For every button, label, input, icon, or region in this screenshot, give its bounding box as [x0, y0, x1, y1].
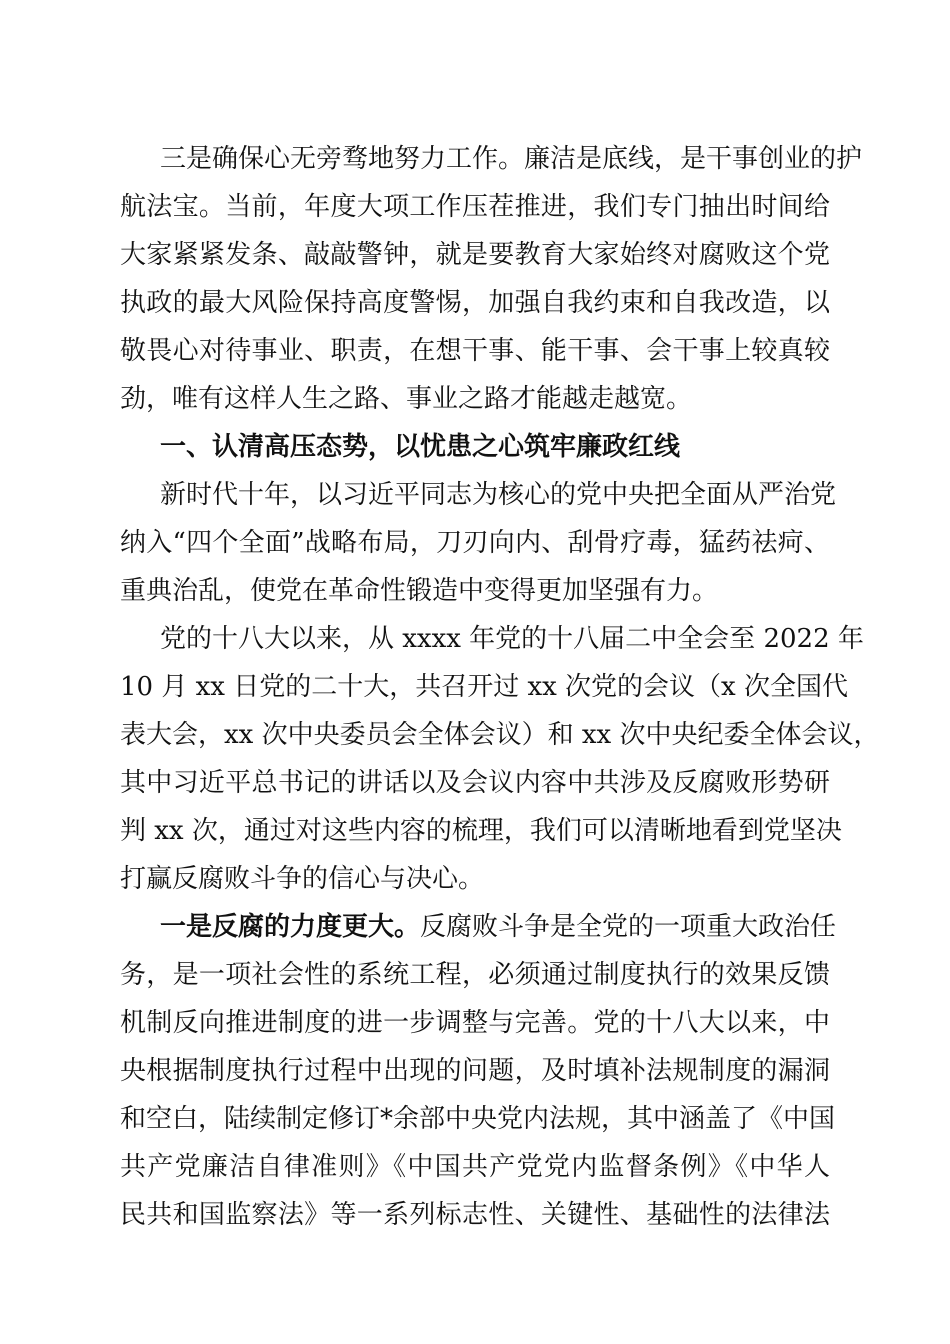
- paragraph-line: 党的十八大以来，从 xxxx 年党的十八届二中全会至 2022 年: [160, 624, 864, 654]
- paragraph-line: 三是确保心无旁骛地努力工作。廉洁是底线，是干事创业的护: [160, 144, 863, 174]
- paragraph-text: 反腐败斗争是全党的一项重大政治任: [420, 912, 837, 942]
- paragraph-line: 判 xx 次，通过对这些内容的梳理，我们可以清晰地看到党坚决: [120, 816, 842, 846]
- paragraph-line: 10 月 xx 日党的二十大，共召开过 xx 次党的会议（x 次全国代: [120, 672, 848, 702]
- paragraph-line: 民共和国监察法》等一系列标志性、关键性、基础性的法律法: [120, 1200, 830, 1230]
- paragraph-line: 务，是一项社会性的系统工程，必须通过制度执行的效果反馈: [120, 960, 830, 990]
- paragraph-line: 执政的最大风险保持高度警惕，加强自我约束和自我改造，以: [120, 288, 830, 318]
- section-heading: 一、认清高压态势，以忧患之心筑牢廉政红线: [160, 432, 681, 462]
- paragraph-line: 表大会，xx 次中央委员会全体会议）和 xx 次中央纪委全体会议，: [120, 720, 880, 750]
- paragraph-line: [160, 910, 837, 944]
- paragraph-line: 新时代十年，以习近平同志为核心的党中央把全面从严治党: [160, 480, 837, 510]
- paragraph-lead: 一是反腐的力度更大。: [160, 912, 421, 942]
- paragraph-line: 打赢反腐败斗争的信心与决心。: [120, 864, 485, 894]
- paragraph-line: 共产党廉洁自律准则》《中国共产党党内监督条例》《中华人: [120, 1152, 830, 1182]
- paragraph-line: 央根据制度执行过程中出现的问题，及时填补法规制度的漏洞: [120, 1056, 830, 1086]
- paragraph-line: 大家紧紧发条、敲敲警钟，就是要教育大家始终对腐败这个党: [120, 240, 830, 270]
- paragraph-line: 机制反向推进制度的进一步调整与完善。党的十八大以来，中: [120, 1008, 830, 1038]
- paragraph-line: 劲，唯有这样人生之路、事业之路才能越走越宽。: [120, 384, 693, 414]
- paragraph-line: 航法宝。当前，年度大项工作压茬推进，我们专门抽出时间给: [120, 192, 830, 222]
- paragraph-line: 敬畏心对待事业、职责，在想干事、能干事、会干事上较真较: [120, 336, 830, 366]
- paragraph-line: 和空白，陆续制定修订*余部中央党内法规，其中涵盖了《中国: [120, 1104, 836, 1134]
- paragraph-line: 其中习近平总书记的讲话以及会议内容中共涉及反腐败形势研: [120, 768, 830, 798]
- paragraph-line: 重典治乱，使党在革命性锻造中变得更加坚强有力。: [120, 576, 719, 606]
- paragraph-line: 纳入“四个全面”战略布局，刀刃向内、刮骨疗毒，猛药祛疴、: [120, 528, 830, 558]
